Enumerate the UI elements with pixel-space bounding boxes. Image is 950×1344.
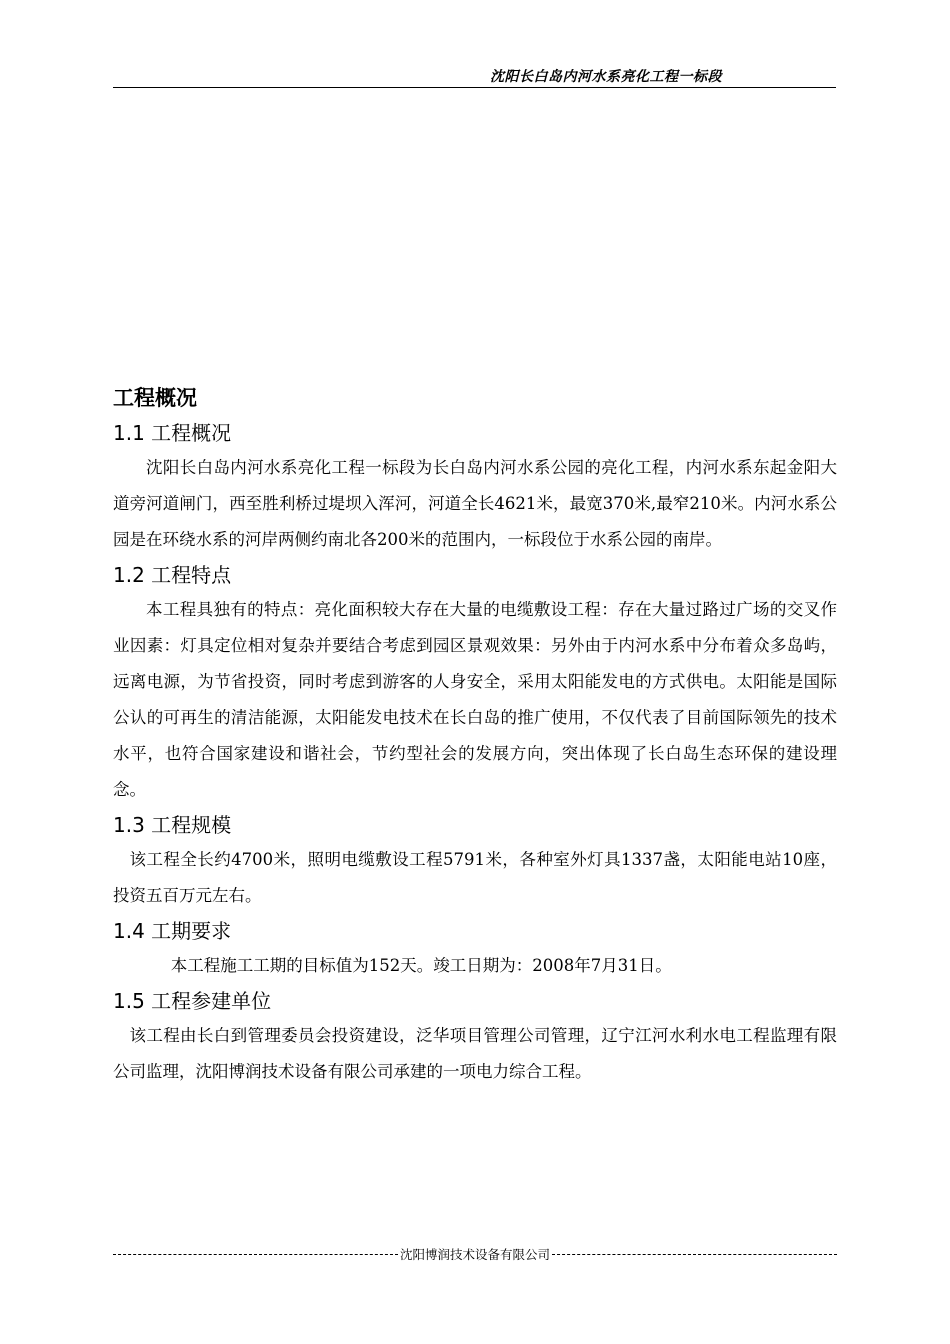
footer-dash-right: [552, 1254, 837, 1255]
document-body: [113, 380, 837, 1090]
section-paragraph-1-1: 沈阳长白岛内河水系亮化工程一标段为长白岛内河水系公园的亮化工程，内河水系东起金阳大道旁河道闸门，西至胜利桥过堤坝入浑河，河道全长4621米，最宽370米,最窄210米。内河水系公园是在环绕水系的河岸两侧约南北各200米的范围内，一标段位于水系公园的南岸。: [113, 458, 837, 549]
section-heading-1-1: 1.1 工程概况: [113, 421, 232, 445]
section-paragraph-1-2: 本工程具独有的特点：亮化面积较大存在大量的电缆敷设工程：存在大量过路过广场的交叉作业因素：灯具定位相对复杂并要结合考虑到园区景观效果：另外由于内河水系中分布着众多岛屿，远离电源，为节省投资，同时考虑到游客的人身安全，采用太阳能发电的方式供电。太阳能是国际公认的可再生的清洁能源，太阳能发电技术在长白岛的推广使用，不仅代表了目前国际领先的技术水平，也符合国家建设和谐社会，节约型社会的发展方向，突出体现了长白岛生态环保的建设理念。: [113, 600, 837, 799]
section-heading-1-4: 1.4 工期要求: [113, 919, 232, 943]
section-paragraph-1-5: 该工程由长白到管理委员会投资建设，泛华项目管理公司管理，辽宁江河水利水电工程监理有限公司监理，沈阳博润技术设备有限公司承建的一项电力综合工程。: [113, 1026, 837, 1081]
document-title: 工程概况: [113, 386, 197, 410]
section-paragraph-1-3: 该工程全长约4700米，照明电缆敷设工程5791米，各种室外灯具1337盏，太阳能电站10座，投资五百万元左右。: [113, 850, 837, 905]
page-footer: [113, 1244, 837, 1264]
section-heading-1-2: 1.2 工程特点: [113, 563, 232, 587]
section-paragraph-1-4: 本工程施工工期的目标值为152天。竣工日期为：2008年7月31日。: [170, 956, 672, 975]
section-heading-1-3: 1.3 工程规模: [113, 813, 232, 837]
footer-dash-left: [113, 1254, 398, 1255]
header-title: 沈阳长白岛内河水系亮化工程一标段: [490, 69, 722, 85]
section-heading-1-5: 1.5 工程参建单位: [113, 989, 272, 1013]
page-header: [113, 60, 836, 88]
footer-company: 沈阳博润技术设备有限公司: [400, 1247, 551, 1262]
